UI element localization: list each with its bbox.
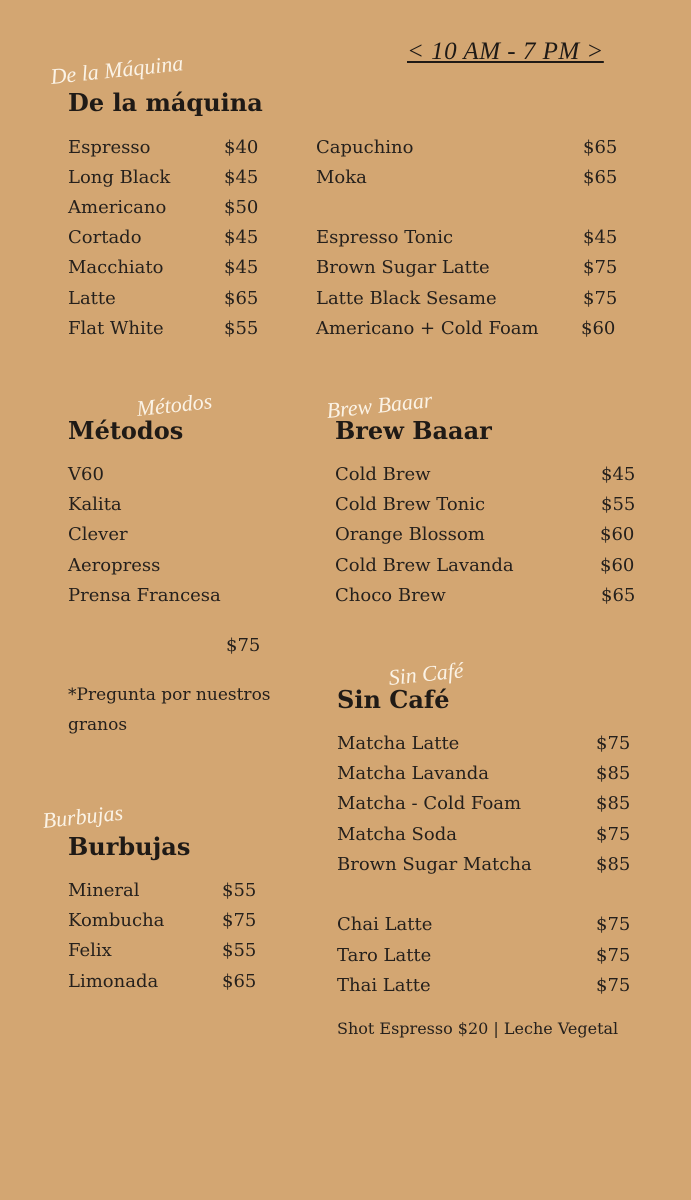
menu-item-price: $65 [224,288,259,309]
maquina-script-title: De la Máquina [49,50,185,90]
menu-item-price: $45 [583,227,618,248]
menu-item-price: $60 [600,555,635,576]
menu-item-price: $45 [224,227,259,248]
menu-item-name: V60 [68,464,104,485]
menu-item-price: $60 [600,524,635,545]
menu-item-price: $45 [601,464,636,485]
menu-item-name: Macchiato [68,257,164,278]
menu-item-name: Capuchino [316,137,414,158]
menu-item-price: $85 [596,854,631,875]
menu-item-name: Matcha - Cold Foam [337,793,522,814]
menu-item-price: $45 [224,257,259,278]
menu-item-price: $85 [596,763,631,784]
menu-item-price: $55 [224,318,259,339]
brew-heading: Brew Baaar [335,416,492,445]
menu-item-name: Choco Brew [335,585,446,606]
menu-item-price: $40 [224,137,259,158]
sincafe-script-title: Sin Café [387,657,465,691]
menu-item-name: Latte Black Sesame [316,288,497,309]
menu-item-price: $65 [583,167,618,188]
menu-item-name: Limonada [68,971,159,992]
brew-script-title: Brew Baaar [325,387,434,424]
menu-item-price: $55 [601,494,636,515]
menu-item-name: Chai Latte [337,914,433,935]
menu-item-name: Americano [68,197,167,218]
metodos-heading: Métodos [68,416,184,445]
menu-item-price: $55 [222,940,257,961]
menu-item-name: Kalita [68,494,122,515]
menu-item-name: Flat White [68,318,164,339]
hours-label: < 10 AM - 7 PM > [407,38,604,65]
menu-item-name: Moka [316,167,367,188]
menu-item-price: $55 [222,880,257,901]
menu-item-price: $65 [583,137,618,158]
sincafe-heading: Sin Café [337,685,450,714]
burbujas-script-title: Burbujas [41,799,125,834]
menu-item-price: $85 [596,793,631,814]
menu-item-name: Matcha Soda [337,824,457,845]
menu-item-price: $75 [226,635,261,656]
menu-item-name: Felix [68,940,112,961]
menu-item-price: $75 [222,910,257,931]
menu-item-name: Americano + Cold Foam [316,318,539,339]
menu-item-name: Latte [68,288,116,309]
menu-item-price: $75 [596,945,631,966]
menu-item-price: $50 [224,197,259,218]
menu-item-name: Cold Brew [335,464,431,485]
menu-item-name: Long Black [68,167,171,188]
menu-item-name: Brown Sugar Matcha [337,854,532,875]
menu-item-name: Matcha Latte [337,733,460,754]
metodos-note: *Pregunta por nuestros granos [68,685,271,735]
metodos-script-title: Métodos [135,388,214,422]
menu-item-name: Matcha Lavanda [337,763,489,784]
menu-item-price: $60 [581,318,616,339]
burbujas-heading: Burbujas [68,832,191,861]
menu-item-name: Cold Brew Lavanda [335,555,514,576]
menu-item-name: Espresso Tonic [316,227,454,248]
menu-item-name: Clever [68,524,128,545]
menu-item-name: Aeropress [68,555,161,576]
menu-item-price: $75 [583,288,618,309]
menu-item-price: $75 [596,824,631,845]
menu-item-name: Brown Sugar Latte [316,257,490,278]
menu-item-name: Orange Blossom [335,524,485,545]
menu-item-price: $75 [583,257,618,278]
menu-item-name: Prensa Francesa [68,585,221,606]
menu-item-name: Espresso [68,137,151,158]
menu-item-price: $45 [224,167,259,188]
sincafe-footer: Shot Espresso $20 | Leche Vegetal [337,1019,619,1038]
menu-item-name: Taro Latte [337,945,432,966]
menu-item-price: $75 [596,914,631,935]
menu-item-price: $75 [596,733,631,754]
menu-item-price: $75 [596,975,631,996]
menu-item-name: Mineral [68,880,140,901]
menu-item-price: $65 [222,971,257,992]
maquina-heading: De la máquina [68,88,263,117]
menu-item-name: Kombucha [68,910,165,931]
menu-item-name: Cortado [68,227,142,248]
menu-item-name: Thai Latte [337,975,431,996]
menu-item-price: $65 [601,585,636,606]
menu-item-name: Cold Brew Tonic [335,494,486,515]
